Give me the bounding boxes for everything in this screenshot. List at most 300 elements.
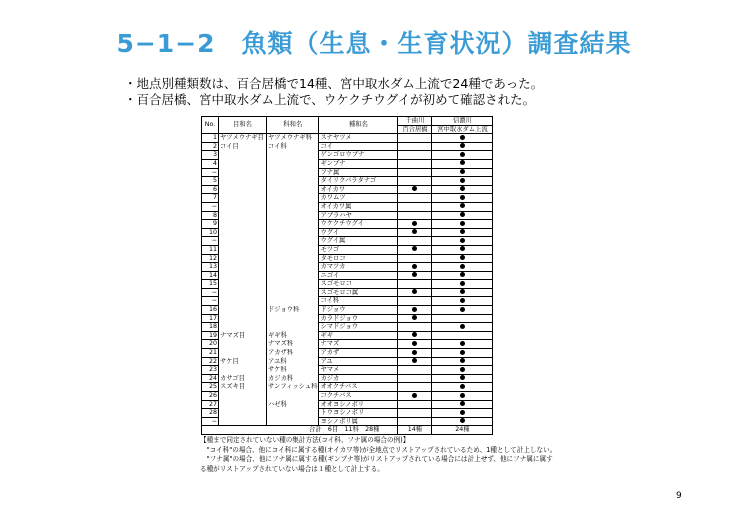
cell-no: 18: [202, 323, 219, 332]
cell-site2: [432, 263, 493, 272]
presence-dot-icon: [412, 341, 417, 346]
cell-family: アカザ科: [267, 349, 319, 358]
presence-dot-icon: [460, 358, 465, 363]
cell-order: [219, 366, 267, 375]
cell-no: 21: [202, 349, 219, 358]
cell-order: [219, 306, 267, 315]
presence-dot-icon: [460, 418, 465, 423]
cell-species: カジカ: [319, 374, 398, 383]
cell-order: [219, 168, 267, 177]
cell-order: コイ目: [219, 142, 267, 151]
presence-dot-icon: [460, 203, 465, 208]
cell-order: [219, 254, 267, 263]
cell-family: [267, 228, 319, 237]
cell-no: 15: [202, 280, 219, 289]
cell-order: [219, 159, 267, 168]
cell-species: ヨシノボリ属: [319, 417, 398, 426]
cell-site2: [432, 142, 493, 151]
presence-dot-icon: [460, 221, 465, 226]
cell-no: 19: [202, 331, 219, 340]
cell-site2: [432, 280, 493, 289]
table-row: [202, 323, 493, 332]
presence-dot-icon: [412, 307, 417, 312]
presence-dot-icon: [460, 289, 465, 294]
cell-site1: [398, 331, 432, 340]
notes: [200, 436, 620, 474]
cell-site2: [432, 409, 493, 418]
cell-order: [219, 177, 267, 186]
cell-site1: [398, 202, 432, 211]
cell-species: コイ: [319, 142, 398, 151]
cell-family: コイ科: [267, 142, 319, 151]
cell-site1: [398, 366, 432, 375]
cell-species: タモロコ: [319, 254, 398, 263]
cell-site2: [432, 194, 493, 203]
table-row: [202, 159, 493, 168]
cell-family: [267, 271, 319, 280]
cell-species: ドジョウ: [319, 306, 398, 315]
presence-dot-icon: [412, 264, 417, 269]
cell-species: スナヤツメ: [319, 134, 398, 143]
cell-order: [219, 288, 267, 297]
cell-family: [267, 314, 319, 323]
note-line: る種がリストアップされていない場合は１種として計上する。: [200, 464, 384, 473]
page-title: 5−1−2 魚類（生息・生育状況）調査結果: [116, 29, 632, 58]
cell-site2: [432, 211, 493, 220]
cell-no: 5: [202, 177, 219, 186]
cell-site2: [432, 366, 493, 375]
table-row: [202, 254, 493, 263]
cell-site1: [398, 159, 432, 168]
cell-order: カサゴ目: [219, 374, 267, 383]
bullet-species-count: ・地点別種類数は、百合居橋で14種、宮中取水ダム上流で24種であった。: [124, 76, 544, 91]
cell-family: [267, 177, 319, 186]
cell-order: [219, 417, 267, 426]
cell-no: 24: [202, 374, 219, 383]
cell-site1: [398, 220, 432, 229]
cell-site1: [398, 228, 432, 237]
table-row: [202, 417, 493, 426]
cell-species: カワムツ: [319, 194, 398, 203]
cell-species: ニゴイ: [319, 271, 398, 280]
cell-species: ヤマメ: [319, 366, 398, 375]
cell-no: −: [202, 202, 219, 211]
cell-site2: [432, 374, 493, 383]
table-row: [202, 306, 493, 315]
table-row: [202, 168, 493, 177]
cell-site1: [398, 349, 432, 358]
cell-site2: [432, 306, 493, 315]
cell-no: 11: [202, 245, 219, 254]
note-heading: 【種まで同定されていない種の集計方法(コイ科、フナ属の場合の例)】: [200, 436, 410, 444]
cell-site2: [432, 323, 493, 332]
cell-no: 27: [202, 400, 219, 409]
table-row: [202, 245, 493, 254]
cell-site2: [432, 159, 493, 168]
presence-dot-icon: [460, 135, 465, 140]
cell-order: [219, 202, 267, 211]
cell-order: [219, 271, 267, 280]
cell-no: 16: [202, 306, 219, 315]
cell-site1: [398, 245, 432, 254]
cell-species: コイ科: [319, 297, 398, 306]
cell-family: [267, 254, 319, 263]
presence-dot-icon: [460, 152, 465, 157]
table-row: [202, 280, 493, 289]
header-site-miyanaka: 宮中取水ダム上流: [432, 125, 493, 134]
table-row: [202, 340, 493, 349]
cell-species: ウグイ属: [319, 237, 398, 246]
presence-dot-icon: [460, 264, 465, 269]
cell-family: [267, 202, 319, 211]
table-row: [202, 383, 493, 392]
table-row: [202, 357, 493, 366]
cell-site2: [432, 314, 493, 323]
table-row: [202, 314, 493, 323]
cell-order: [219, 280, 267, 289]
cell-no: −: [202, 288, 219, 297]
cell-order: [219, 340, 267, 349]
cell-order: サケ目: [219, 357, 267, 366]
table-row: [202, 194, 493, 203]
cell-family: [267, 280, 319, 289]
cell-no: 26: [202, 392, 219, 401]
note-line: "フナ属"の場合、他にフナ属に属する種(ギンブナ等)がリストアップされている場合には計上せず、他にフナ属に属す: [200, 455, 553, 464]
cell-site2: [432, 392, 493, 401]
cell-family: [267, 211, 319, 220]
cell-no: 1: [202, 134, 219, 143]
cell-site1: [398, 417, 432, 426]
presence-dot-icon: [460, 281, 465, 286]
cell-site2: [432, 202, 493, 211]
cell-no: 20: [202, 340, 219, 349]
cell-species: オイカワ属: [319, 202, 398, 211]
summary-bullets: [124, 76, 543, 108]
table-row: [202, 237, 493, 246]
cell-site2: [432, 271, 493, 280]
cell-site2: [432, 220, 493, 229]
header-order: 目和名: [219, 117, 267, 134]
table-row: [202, 228, 493, 237]
cell-site2: [432, 288, 493, 297]
presence-dot-icon: [412, 221, 417, 226]
presence-dot-icon: [460, 160, 465, 165]
cell-family: ナマズ科: [267, 340, 319, 349]
table-row: [202, 177, 493, 186]
cell-order: [219, 194, 267, 203]
cell-species: ギギ: [319, 331, 398, 340]
cell-species: アブラハヤ: [319, 211, 398, 220]
presence-dot-icon: [460, 178, 465, 183]
cell-no: 14: [202, 271, 219, 280]
cell-no: 28: [202, 409, 219, 418]
presence-dot-icon: [460, 246, 465, 251]
cell-species: ウケクチウグイ: [319, 220, 398, 229]
presence-dot-icon: [460, 341, 465, 346]
cell-order: [219, 349, 267, 358]
cell-no: 10: [202, 228, 219, 237]
table-row: [202, 392, 493, 401]
presence-dot-icon: [460, 272, 465, 277]
table-row: [202, 185, 493, 194]
cell-site1: [398, 409, 432, 418]
presence-dot-icon: [412, 358, 417, 363]
cell-site1: [398, 383, 432, 392]
presence-dot-icon: [412, 246, 417, 251]
cell-species: カラドジョウ: [319, 314, 398, 323]
cell-order: [219, 220, 267, 229]
total-label: 合計 6目 11科 28種: [202, 426, 398, 435]
presence-dot-icon: [460, 169, 465, 174]
presence-dot-icon: [412, 332, 417, 337]
presence-dot-icon: [412, 289, 417, 294]
presence-dot-icon: [412, 393, 417, 398]
cell-site1: [398, 263, 432, 272]
cell-site2: [432, 349, 493, 358]
table-row: [202, 151, 493, 160]
cell-site2: [432, 331, 493, 340]
presence-dot-icon: [412, 315, 417, 320]
cell-site1: [398, 392, 432, 401]
cell-no: 23: [202, 366, 219, 375]
cell-site1: [398, 271, 432, 280]
cell-order: スズキ目: [219, 383, 267, 392]
presence-dot-icon: [412, 350, 417, 355]
cell-no: 13: [202, 263, 219, 272]
cell-species: ゲンゴロウブナ: [319, 151, 398, 160]
cell-site2: [432, 340, 493, 349]
presence-dot-icon: [460, 410, 465, 415]
cell-site1: [398, 374, 432, 383]
cell-family: サケ科: [267, 366, 319, 375]
cell-order: [219, 151, 267, 160]
cell-site1: [398, 151, 432, 160]
cell-species: オイカワ: [319, 185, 398, 194]
cell-order: [219, 185, 267, 194]
bullet-first-record: ・百合居橋、宮中取水ダム上流で、ウケクチウグイが初めて確認された。: [124, 92, 536, 107]
header-species: 種和名: [319, 117, 398, 134]
cell-no: −: [202, 237, 219, 246]
cell-site2: [432, 383, 493, 392]
cell-family: カジカ科: [267, 374, 319, 383]
cell-species: オオヨシノボリ: [319, 400, 398, 409]
cell-no: 17: [202, 314, 219, 323]
cell-species: ウグイ: [319, 228, 398, 237]
cell-family: ドジョウ科: [267, 306, 319, 315]
cell-site1: [398, 237, 432, 246]
cell-order: [219, 211, 267, 220]
header-river-shinano: 信濃川: [432, 117, 493, 126]
cell-species: スゴモロコ: [319, 280, 398, 289]
cell-site1: [398, 323, 432, 332]
cell-site1: [398, 134, 432, 143]
presence-dot-icon: [460, 393, 465, 398]
table-row: [202, 409, 493, 418]
presence-dot-icon: [460, 212, 465, 217]
cell-family: [267, 220, 319, 229]
cell-site1: [398, 340, 432, 349]
cell-family: [267, 323, 319, 332]
cell-site2: [432, 151, 493, 160]
cell-site2: [432, 237, 493, 246]
total-site1: 14種: [398, 426, 432, 435]
cell-no: −: [202, 417, 219, 426]
cell-family: [267, 392, 319, 401]
presence-dot-icon: [460, 229, 465, 234]
cell-site1: [398, 168, 432, 177]
presence-dot-icon: [460, 384, 465, 389]
table-row: [202, 134, 493, 143]
table-row: [202, 288, 493, 297]
cell-order: [219, 392, 267, 401]
presence-dot-icon: [460, 367, 465, 372]
cell-species: ナマズ: [319, 340, 398, 349]
header-site-yuriibashi: 百合居橋: [398, 125, 432, 134]
table-row: [202, 211, 493, 220]
cell-no: 4: [202, 159, 219, 168]
cell-site1: [398, 254, 432, 263]
cell-order: [219, 297, 267, 306]
cell-site1: [398, 357, 432, 366]
table-row: [202, 271, 493, 280]
presence-dot-icon: [460, 255, 465, 260]
note-line: "コイ科"の場合、他にコイ科に属する種(オイカワ等)が全地点でリストアップされているため、1種として計上しない。: [200, 445, 557, 454]
presence-dot-icon: [460, 324, 465, 329]
cell-family: [267, 159, 319, 168]
cell-order: [219, 237, 267, 246]
presence-dot-icon: [460, 143, 465, 148]
header-river-chikuma: 千曲川: [398, 117, 432, 126]
cell-order: [219, 323, 267, 332]
presence-dot-icon: [460, 401, 465, 406]
cell-species: スゴモロコ属: [319, 288, 398, 297]
cell-species: フナ属: [319, 168, 398, 177]
cell-site1: [398, 185, 432, 194]
cell-order: [219, 409, 267, 418]
cell-site1: [398, 211, 432, 220]
cell-site1: [398, 177, 432, 186]
table-row: [202, 202, 493, 211]
cell-species: ギンブナ: [319, 159, 398, 168]
table-row: [202, 263, 493, 272]
cell-site2: [432, 185, 493, 194]
cell-site2: [432, 177, 493, 186]
cell-no: 2: [202, 142, 219, 151]
cell-order: [219, 245, 267, 254]
table-row: [202, 142, 493, 151]
cell-order: [219, 263, 267, 272]
cell-site2: [432, 357, 493, 366]
cell-no: 12: [202, 254, 219, 263]
presence-dot-icon: [412, 272, 417, 277]
cell-order: ヤツメウナギ目: [219, 134, 267, 143]
table-row: [202, 374, 493, 383]
presence-dot-icon: [460, 195, 465, 200]
cell-no: 9: [202, 220, 219, 229]
table-row: [202, 366, 493, 375]
cell-family: [267, 237, 319, 246]
header-family: 科和名: [267, 117, 319, 134]
cell-family: ハゼ科: [267, 400, 319, 409]
cell-species: カマツカ: [319, 263, 398, 272]
cell-family: アユ科: [267, 357, 319, 366]
presence-dot-icon: [460, 350, 465, 355]
cell-site1: [398, 297, 432, 306]
cell-no: 7: [202, 194, 219, 203]
table-row: [202, 331, 493, 340]
cell-site2: [432, 134, 493, 143]
cell-family: ギギ科: [267, 331, 319, 340]
cell-site2: [432, 400, 493, 409]
header-no: No.: [202, 117, 219, 134]
cell-site1: [398, 306, 432, 315]
cell-family: ヤツメウナギ科: [267, 134, 319, 143]
cell-site1: [398, 314, 432, 323]
presence-dot-icon: [460, 298, 465, 303]
cell-site2: [432, 297, 493, 306]
cell-species: トウヨシノボリ: [319, 409, 398, 418]
cell-species: アカザ: [319, 349, 398, 358]
presence-dot-icon: [460, 238, 465, 243]
cell-order: [219, 314, 267, 323]
total-site2: 24種: [432, 426, 493, 435]
presence-dot-icon: [460, 375, 465, 380]
cell-site1: [398, 288, 432, 297]
cell-order: [219, 228, 267, 237]
cell-family: サンフィッシュ科: [268, 383, 318, 391]
cell-family: [267, 288, 319, 297]
table-row: [202, 220, 493, 229]
cell-site1: [398, 194, 432, 203]
cell-site2: [432, 168, 493, 177]
cell-family: [267, 245, 319, 254]
cell-site1: [398, 142, 432, 151]
table-row: [202, 349, 493, 358]
table-row: [202, 297, 493, 306]
cell-family: [267, 185, 319, 194]
cell-order: ナマズ目: [219, 331, 267, 340]
cell-family: [267, 263, 319, 272]
presence-dot-icon: [460, 186, 465, 191]
cell-no: −: [202, 297, 219, 306]
presence-dot-icon: [460, 307, 465, 312]
cell-family: [267, 417, 319, 426]
cell-site2: [432, 254, 493, 263]
presence-dot-icon: [412, 229, 417, 234]
presence-dot-icon: [412, 186, 417, 191]
cell-no: 6: [202, 185, 219, 194]
cell-species: コクチバス: [319, 392, 398, 401]
cell-no: 8: [202, 211, 219, 220]
cell-family: [267, 151, 319, 160]
cell-no: −: [202, 168, 219, 177]
cell-no: 25: [202, 383, 219, 392]
cell-site1: [398, 280, 432, 289]
cell-site2: [432, 228, 493, 237]
cell-species: オオクチバス: [319, 383, 398, 392]
cell-family: [267, 194, 319, 203]
cell-site1: [398, 400, 432, 409]
cell-family: [267, 168, 319, 177]
cell-family: [267, 409, 319, 418]
cell-species: シマドジョウ: [319, 323, 398, 332]
cell-no: 3: [202, 151, 219, 160]
cell-site2: [432, 417, 493, 426]
cell-site2: [432, 245, 493, 254]
cell-species: タイリクバラタナゴ: [319, 177, 398, 186]
cell-no: 22: [202, 357, 219, 366]
table-row: [202, 400, 493, 409]
